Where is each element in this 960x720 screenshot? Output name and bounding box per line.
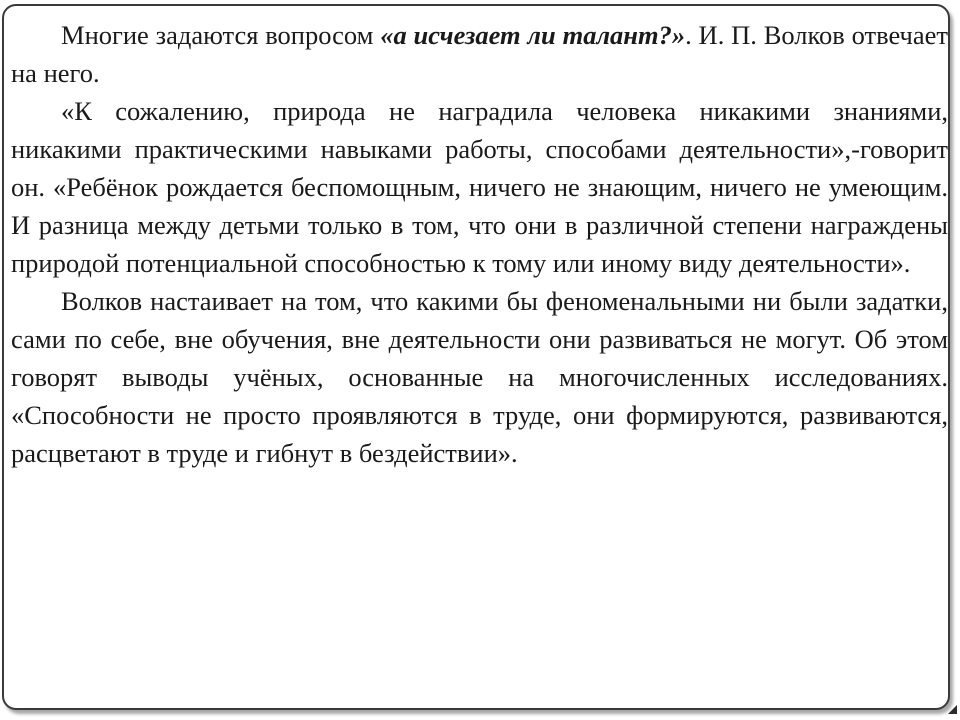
slide-body-text: [11, 16, 948, 472]
paragraph-intro-after: . И. П. Волков отвечает на него.: [11, 20, 948, 88]
paragraph-intro-before: Многие задаются вопросом: [61, 20, 381, 50]
paragraph-intro: [11, 16, 948, 92]
question-emphasis: «а исчезает ли талант?»: [380, 20, 686, 50]
paragraph-quote: «К сожалению, природа не наградила человека никакими знаниями, никакими практическими навыками работы, способами деятельности»,-говорит он. «Ребёнок рождается беспомощным, ничего не знающим, ничего не умеющим. И разница между детьми только в том, что они в различной степени награждены природой потенциальной способностью к тому или иному виду деятельности».: [11, 96, 948, 278]
corner-tab-icon: [948, 705, 957, 714]
paragraph-conclusion: Волков настаивает на том, что какими бы феноменальными ни были задатки, сами по себе, вне обучения, вне деятельности они развиваться не могут. Об этом говорят выводы учёных, основанные на многочисленных исследованиях. «Способности не просто проявляются в труде, они формируются, развиваются, расцветают в труде и гибнут в бездействии».: [11, 286, 948, 468]
